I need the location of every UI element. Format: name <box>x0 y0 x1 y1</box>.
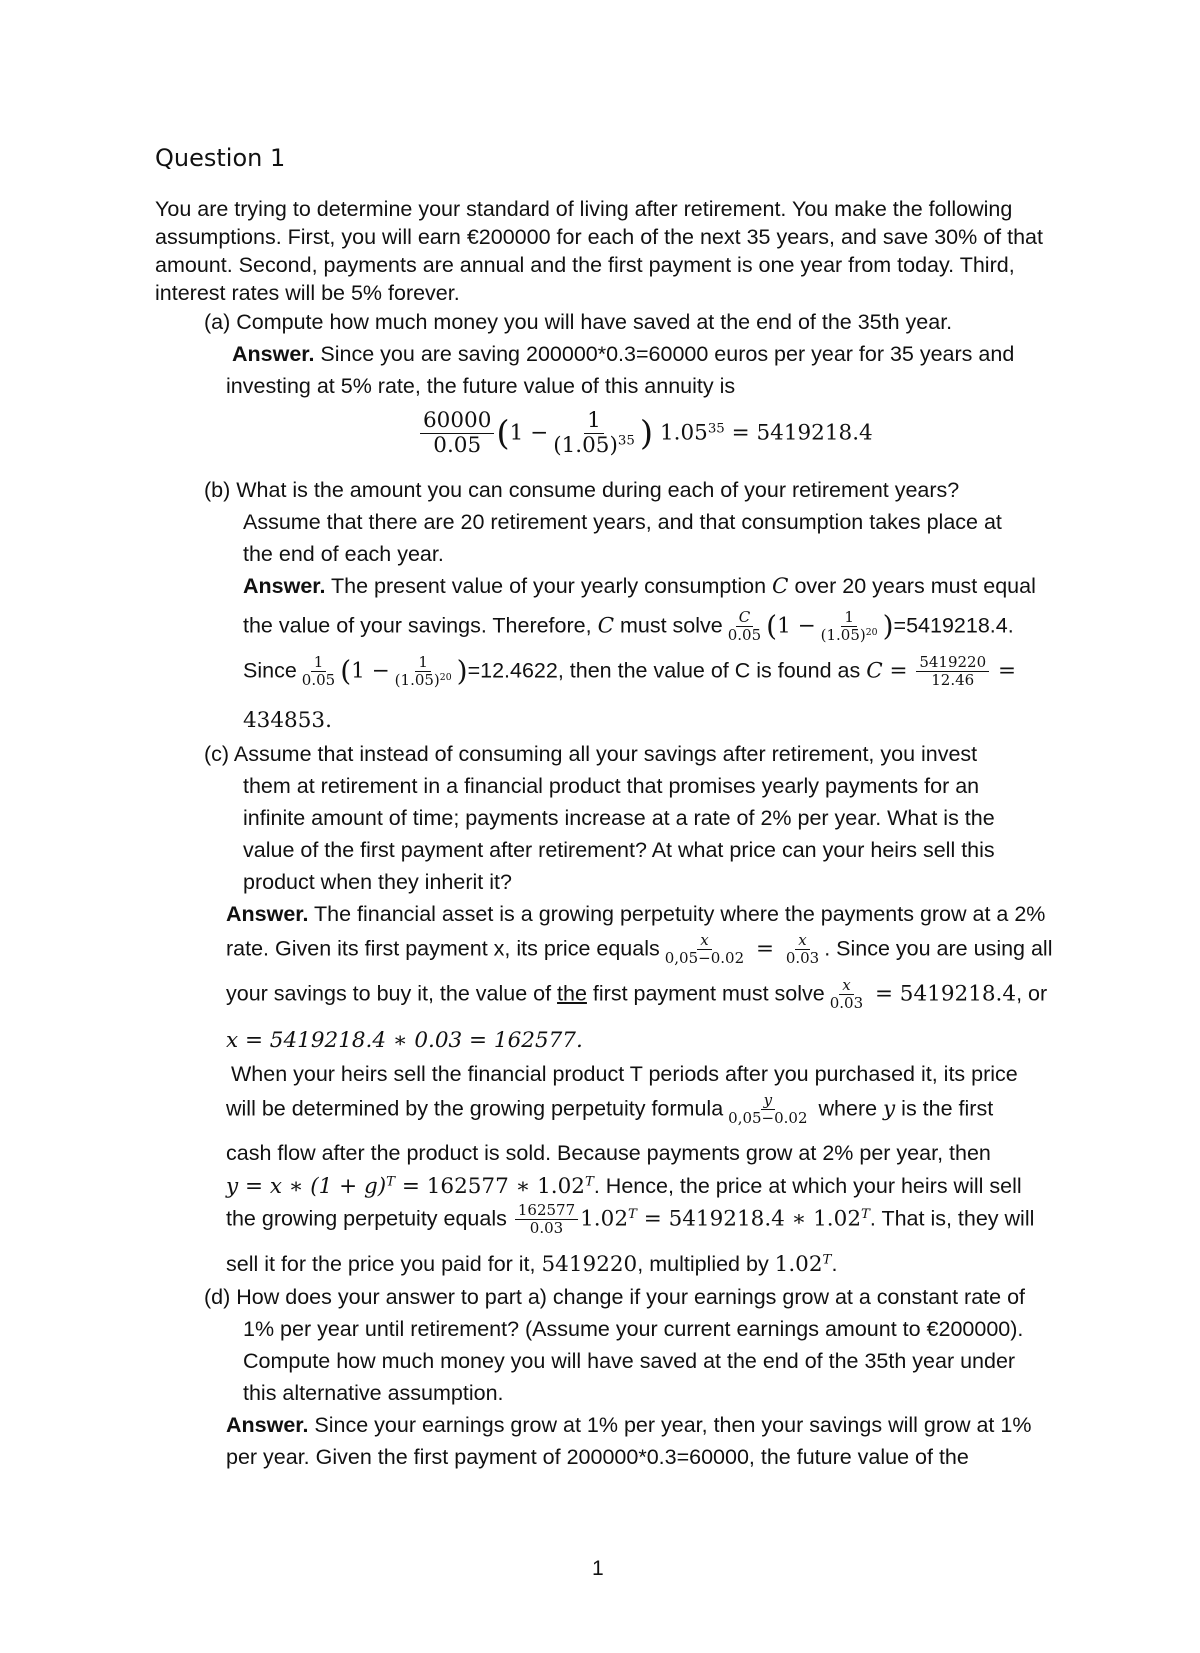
fraction-numerator: x <box>697 933 711 950</box>
part-d-question-line-1: (d) How does your answer to part a) change if your earnings grow at a constant rate of <box>204 1285 1026 1309</box>
math-value: 5419220 <box>541 1252 638 1277</box>
part-c-answer-line-8 <box>226 1172 1022 1201</box>
fraction-numerator: 1 <box>311 655 327 672</box>
fraction-numerator: 1 <box>841 610 857 627</box>
text-span: =12.4622, then the value of C is found as <box>467 658 867 683</box>
intro-line-1: You are trying to determine your standard of living after retirement. You make the following <box>155 197 1013 221</box>
fraction-denominator: 0,05−0.02 <box>664 948 745 967</box>
exponent: T <box>386 1174 396 1190</box>
part-b-answer-line-3 <box>243 655 1016 688</box>
fraction <box>299 655 338 688</box>
part-c-answer-line-9 <box>226 1203 1034 1236</box>
text-span: the growing perpetuity equals <box>226 1206 513 1231</box>
fraction-numerator: x <box>795 933 809 950</box>
text-span: Since your earnings grow at 1% per year, then your savings will grow at 1% <box>308 1413 1032 1437</box>
eq-result: = 5419218.4 <box>724 420 873 446</box>
part-b-question-line-2: Assume that there are 20 retirement years, and that consumption takes place at <box>243 510 1002 534</box>
fraction-denominator: 12.46 <box>931 670 975 689</box>
math-expression: C = <box>866 658 915 684</box>
intro-line-2: assumptions. First, you will earn €200000 for each of the next 35 years, and save 30% of that <box>155 225 1043 249</box>
part-c-question-line-1: (c) Assume that instead of consuming all your savings after retirement, you invest <box>204 742 978 766</box>
fraction-numerator: 162577 <box>515 1203 578 1220</box>
text-span: is the first <box>895 1096 994 1121</box>
part-c-question-line-4: value of the first payment after retirement? At what price can your heirs sell this <box>243 838 995 862</box>
part-b-answer-line-4: 434853. <box>243 708 332 733</box>
part-c-question-line-5: product when they inherit it? <box>243 870 512 894</box>
fraction-numerator: 1 <box>584 410 604 434</box>
part-c-question-line-2: them at retirement in a financial product that promises yearly payments for an <box>243 774 980 798</box>
exponent: 35 <box>617 433 635 449</box>
answer-label: Answer. <box>243 574 326 598</box>
part-c-answer-line-7: cash flow after the product is sold. Because payments grow at 2% per year, then <box>226 1141 991 1165</box>
part-d-question-line-2: 1% per year until retirement? (Assume your current earnings amount to €200000). <box>243 1317 1024 1341</box>
eq-term: = <box>749 936 781 962</box>
fraction-denominator: 0.05 <box>301 670 336 689</box>
answer-label: Answer. <box>232 342 315 366</box>
text-span: , or <box>1016 981 1048 1006</box>
fraction-denominator <box>392 672 455 689</box>
text-span: where <box>812 1096 884 1121</box>
part-c-answer-line-5: When your heirs sell the financial product T periods after you purchased it, its price <box>231 1062 1018 1086</box>
fraction <box>725 1093 810 1126</box>
fraction-denominator: 0,05−0.02 <box>728 1108 808 1127</box>
part-c-answer-line-2 <box>226 933 1053 966</box>
text-span: . <box>831 1252 838 1276</box>
eq-term: (1.05) <box>820 625 866 644</box>
eq-term: 1 − <box>351 658 390 684</box>
exponent: 35 <box>707 421 725 437</box>
paren-close: ) <box>639 413 654 454</box>
part-a-answer-line-1 <box>232 340 1014 368</box>
paren-close: ) <box>882 609 894 643</box>
fraction-denominator: 0.03 <box>785 948 820 967</box>
fraction-numerator: x <box>839 978 853 995</box>
fraction <box>550 410 638 457</box>
fraction <box>827 978 866 1011</box>
fraction-numerator: 60000 <box>420 410 494 434</box>
text-span: The financial asset is a growing perpetuity where the payments grow at a 2% <box>308 902 1046 926</box>
paren-close: ) <box>456 654 468 688</box>
fraction-denominator: 0.03 <box>829 993 864 1012</box>
text-span: Since you are saving 200000*0.3=60000 euros per year for 35 years and <box>314 342 1015 366</box>
math-expression: 1.02 <box>774 1252 823 1277</box>
part-a-question: (a) Compute how much money you will have saved at the end of the 35th year. <box>204 310 953 334</box>
exponent: T <box>822 1252 832 1268</box>
math-expression: = 162577 ∗ 1.02 <box>395 1174 585 1199</box>
fraction-numerator: 5419220 <box>916 655 989 672</box>
eq-term: (1.05) <box>394 670 440 689</box>
answer-label: Answer. <box>226 902 309 926</box>
text-span: =5419218.4. <box>893 613 1014 638</box>
question-title: Question 1 <box>155 144 286 172</box>
part-b-answer-line-1 <box>243 572 1036 601</box>
math-var: C <box>772 574 789 599</box>
text-span: . Since you are using all <box>824 936 1053 961</box>
exponent: T <box>861 1206 870 1222</box>
text-span: over 20 years must equal <box>788 574 1036 598</box>
part-d-answer-line-2: per year. Given the first payment of 200000*0.3=60000, the future value of the <box>226 1445 969 1469</box>
part-d-question-line-4: this alternative assumption. <box>243 1381 504 1405</box>
fraction <box>916 655 989 688</box>
part-a-equation <box>418 410 873 457</box>
fraction <box>818 610 881 643</box>
fraction <box>420 410 494 457</box>
underlined-word: the <box>557 981 587 1006</box>
text-span: The present value of your yearly consumption <box>325 574 773 598</box>
eq-term: (1.05) <box>553 432 618 458</box>
part-a-answer-line-2: investing at 5% rate, the future value of this annuity is <box>226 374 736 398</box>
text-span: Since <box>243 658 297 683</box>
math-expression: 1.02 <box>580 1206 628 1232</box>
text-span: sell it for the price you paid for it, <box>226 1252 542 1276</box>
text-span: first payment must solve <box>586 981 825 1006</box>
part-c-answer-line-1 <box>226 900 1045 928</box>
exponent: T <box>584 1174 594 1190</box>
math-var: C <box>597 613 615 639</box>
part-c-answer-line-6 <box>226 1093 993 1126</box>
text-span: must solve <box>614 613 723 638</box>
exponent: 20 <box>439 671 452 683</box>
answer-label: Answer. <box>226 1413 309 1437</box>
fraction-numerator: y <box>761 1093 775 1110</box>
eq-term: = <box>991 658 1017 684</box>
eq-term: 1.05 <box>659 420 708 446</box>
text-span: . That is, they will <box>869 1206 1035 1231</box>
text-span: . Hence, the price at which your heirs will sell <box>593 1174 1022 1198</box>
paren-open: ( <box>340 654 352 688</box>
paren-open: ( <box>496 413 510 454</box>
math-expression: y = x ∗ (1 + g) <box>226 1174 387 1199</box>
text-span: the value of your savings. Therefore, <box>243 613 598 638</box>
fraction-denominator: 0.05 <box>433 432 482 458</box>
text-span: your savings to buy it, the value of <box>226 981 558 1006</box>
eq-term: = 5419218.4 <box>868 981 1017 1007</box>
eq-term: 1 − <box>777 613 816 639</box>
part-c-answer-line-10 <box>226 1250 837 1279</box>
text-span: will be determined by the growing perpetuity formula <box>226 1096 724 1121</box>
page-number: 1 <box>592 1557 604 1580</box>
fraction <box>392 655 455 688</box>
fraction-denominator: 0.05 <box>727 625 762 644</box>
part-d-answer-line-1 <box>226 1411 1031 1439</box>
part-b-question-line-1: (b) What is the amount you can consume during each of your retirement years? <box>204 478 960 502</box>
part-c-question-line-3: infinite amount of time; payments increase at a rate of 2% per year. What is the <box>243 806 995 830</box>
paren-open: ( <box>766 609 778 643</box>
part-b-answer-line-2 <box>243 610 1014 643</box>
text-span: rate. Given its first payment x, its price equals <box>226 936 660 961</box>
intro-line-4: interest rates will be 5% forever. <box>155 281 460 305</box>
fraction-numerator: C <box>736 610 753 627</box>
fraction-numerator: 1 <box>415 655 431 672</box>
fraction-denominator: 0.03 <box>529 1218 564 1237</box>
part-d-question-line-3: Compute how much money you will have saved at the end of the 35th year under <box>243 1349 1016 1373</box>
math-expression: = 5419218.4 ∗ 1.02 <box>636 1206 861 1232</box>
fraction-denominator <box>818 627 881 644</box>
part-c-answer-line-3 <box>226 978 1047 1011</box>
part-b-question-line-3: the end of each year. <box>243 542 444 566</box>
exponent: 20 <box>865 626 878 638</box>
fraction-denominator <box>550 434 638 458</box>
text-span: , multiplied by <box>637 1252 775 1276</box>
fraction <box>662 933 747 966</box>
exponent: T <box>628 1206 637 1222</box>
fraction <box>515 1203 578 1236</box>
intro-line-3: amount. Second, payments are annual and the first payment is one year from today. Third, <box>155 253 1015 277</box>
eq-term: 1 − <box>509 420 549 446</box>
part-c-answer-line-4: x = 5419218.4 ∗ 0.03 = 162577. <box>226 1028 583 1053</box>
math-var: y <box>883 1096 896 1122</box>
fraction <box>725 610 764 643</box>
fraction <box>783 933 822 966</box>
